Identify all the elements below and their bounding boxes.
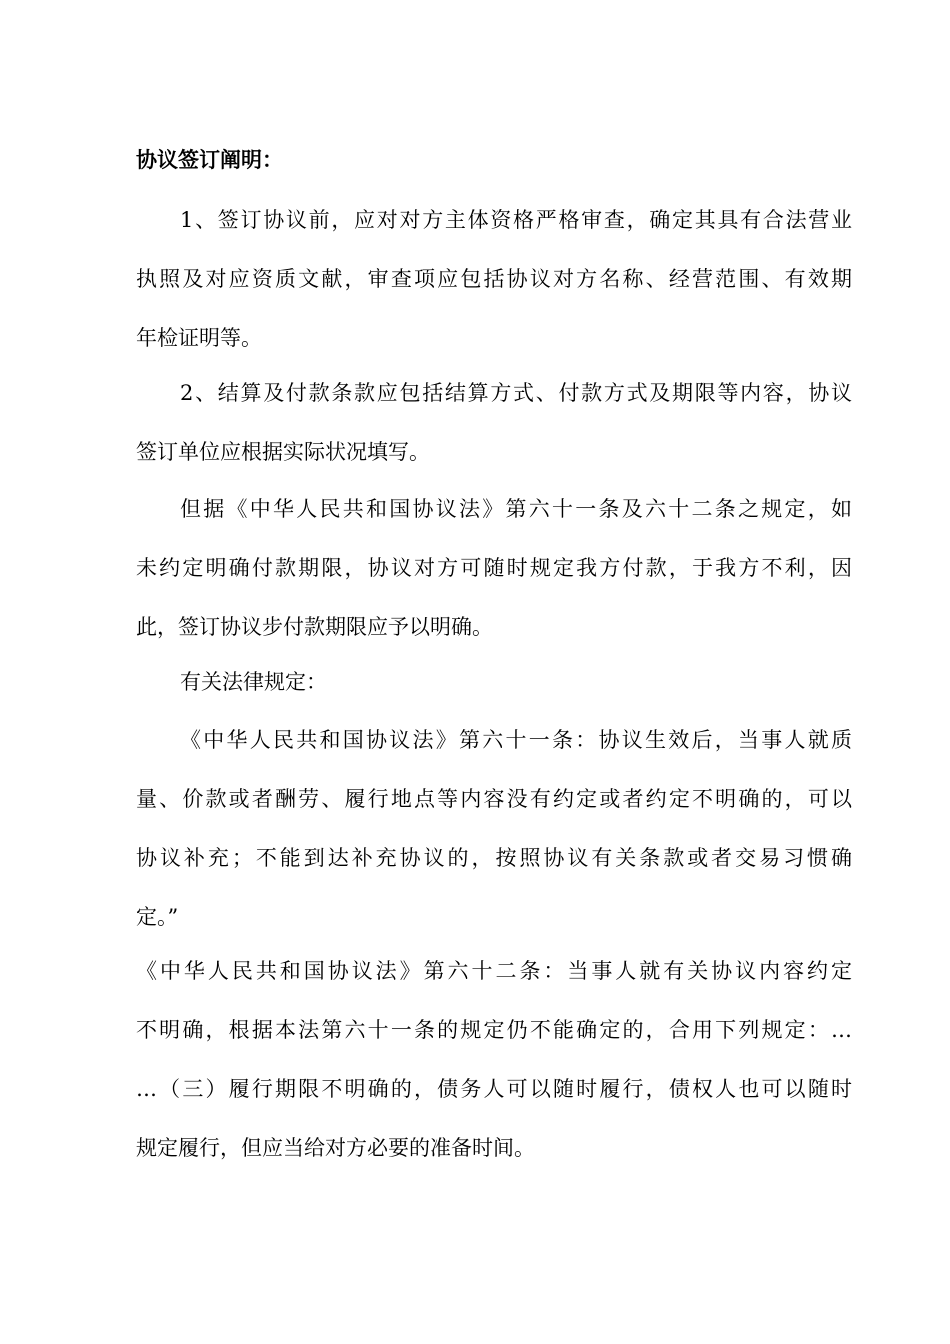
paragraph-line: 年检证明等。 — [136, 326, 262, 350]
paragraph-payment-deadline — [136, 494, 852, 671]
paragraph-payment-terms — [136, 378, 852, 496]
paragraph-line: 但据《中华人民共和国协议法》第六十一条及六十二条之规定，如 — [180, 497, 852, 521]
paragraph-line: 协议补充；不能到达补充协议的，按照协议有关条款或者交易习惯确 — [136, 846, 852, 870]
paragraph-line: 2、结算及付款条款应包括结算方式、付款方式及期限等内容，协议 — [180, 381, 852, 405]
paragraph-legal-provisions-label — [136, 667, 852, 726]
paragraph-line: 未约定明确付款期限，协议对方可随时规定我方付款，于我方不利，因 — [136, 556, 852, 580]
document-heading: 协议签订阐明： — [136, 148, 283, 172]
paragraph-line: 此，签订协议步付款期限应予以明确。 — [136, 615, 493, 639]
paragraph-article-61 — [136, 725, 852, 961]
document-page — [136, 0, 852, 1344]
paragraph-line: 《中华人民共和国协议法》第六十一条：协议生效后，当事人就质 — [180, 728, 852, 752]
paragraph-line: 定。” — [136, 905, 179, 929]
paragraph-line: 1、签订协议前，应对对方主体资格严格审查，确定其具有合法营业 — [180, 208, 852, 232]
paragraph-line: …（三）履行期限不明确的，债务人可以随时履行，债权人也可以随时 — [136, 1077, 852, 1101]
paragraph-contract-review — [136, 205, 852, 382]
paragraph-line: 《中华人民共和国协议法》第六十二条：当事人就有关协议内容约定 — [136, 959, 852, 983]
paragraph-article-62 — [136, 956, 852, 1192]
paragraph-line: 签订单位应根据实际状况填写。 — [136, 440, 430, 464]
paragraph-line: 不明确，根据本法第六十一条的规定仍不能确定的，合用下列规定：… — [136, 1018, 852, 1042]
paragraph-line: 规定履行，但应当给对方必要的准备时间。 — [136, 1136, 535, 1160]
paragraph-line: 有关法律规定： — [180, 670, 327, 694]
paragraph-line: 执照及对应资质文献，审查项应包括协议对方名称、经营范围、有效期 — [136, 267, 852, 291]
paragraph-line: 量、价款或者酬劳、履行地点等内容没有约定或者约定不明确的，可以 — [136, 787, 852, 811]
